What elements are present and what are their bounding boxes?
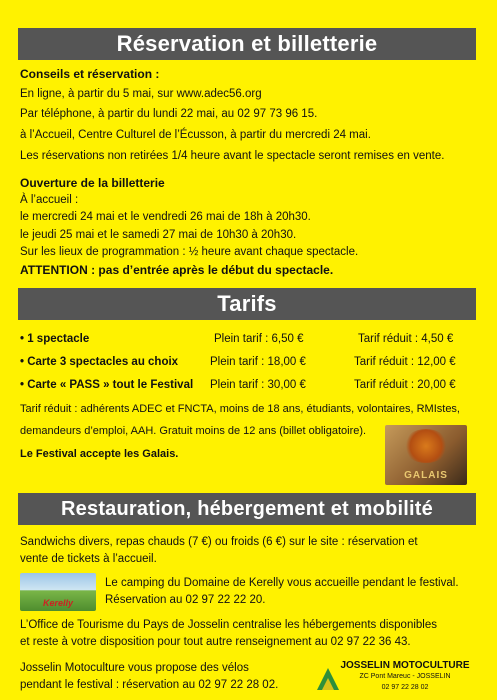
billetterie-line-2: le mercredi 24 mai et le vendredi 26 mai de 18h à 20h30. [20, 211, 311, 223]
tarif-row-2-reduit: Tarif réduit : 12,00 € [354, 356, 456, 368]
sandwich-line-2: vente de tickets à l’accueil. [20, 553, 157, 565]
tree-icon [403, 429, 449, 463]
moto-line-2: pendant le festival : réservation au 02 97 22 28 02. [20, 679, 279, 691]
conseils-line-4: Les réservations non retirées 1/4 heure avant le spectacle seront remises en vente. [20, 150, 445, 162]
conseils-line-3: à l’Accueil, Centre Culturel de l’Écusson, à partir du mercredi 24 mai. [20, 129, 371, 141]
moto-logo [340, 660, 470, 693]
sandwich-line-1: Sandwichs divers, repas chauds (7 €) ou froids (6 €) sur le site : réservation et [20, 536, 418, 548]
tarif-row-1-label: • 1 spectacle [20, 333, 90, 345]
tarif-row-3-reduit: Tarif réduit : 20,00 € [354, 379, 456, 391]
tarif-row-2-plein: Plein tarif : 18,00 € [210, 356, 306, 368]
restauration-banner: Restauration, hébergement et mobilité [18, 493, 476, 525]
moto-line-1: Josselin Motoculture vous propose des vélos [20, 662, 249, 674]
tarif-reduit-line-2: demandeurs d’emploi, AAH. Gratuit moins de 12 ans (billet obligatoire). [20, 425, 367, 437]
tarif-reduit-line-1: Tarif réduit : adhérents ADEC et FNCTA, moins de 18 ans, étudiants, volontaires, RMIstes, [20, 403, 460, 415]
galais-logo-text: GALAIS [404, 470, 448, 481]
billetterie-line-3: le jeudi 25 mai et le samedi 27 mai de 10h30 à 20h30. [20, 229, 297, 241]
moto-logo-name: JOSSELIN MOTOCULTURE [340, 660, 470, 671]
conseils-line-2: Par téléphone, à partir du lundi 22 mai, au 02 97 73 96 15. [20, 108, 318, 120]
conseils-heading: Conseils et réservation : [20, 67, 160, 81]
tarif-row-2-label: • Carte 3 spectacles au choix [20, 356, 179, 368]
galais-note: Le Festival accepte les Galais. [20, 448, 179, 460]
office-line-1: L’Office de Tourisme du Pays de Josselin centralise les hébergements disponibles [20, 619, 438, 631]
tarif-row-1-plein: Plein tarif : 6,50 € [214, 333, 304, 345]
billetterie-line-1: À l’accueil : [20, 194, 79, 206]
tarif-row-1-reduit: Tarif réduit : 4,50 € [358, 333, 454, 345]
camping-logo-text: Kerelly [42, 598, 74, 608]
moto-logo-icon [315, 664, 341, 694]
billetterie-line-4: Sur les lieux de programmation : ½ heure avant chaque spectacle. [20, 246, 359, 258]
attention-note: ATTENTION : pas d’entrée après le début du spectacle. [20, 263, 334, 277]
tarif-row-3-label: • Carte « PASS » tout le Festival [20, 379, 194, 391]
conseils-line-1: En ligne, à partir du 5 mai, sur www.adec56.org [20, 88, 262, 100]
camping-logo [20, 573, 96, 611]
galais-logo [385, 425, 467, 485]
camping-line-2: Réservation au 02 97 22 22 20. [105, 594, 266, 606]
camping-line-1: Le camping du Domaine de Kerelly vous accueille pendant le festival. [105, 577, 459, 589]
tarifs-banner: Tarifs [18, 288, 476, 320]
tarif-row-3-plein: Plein tarif : 30,00 € [210, 379, 306, 391]
moto-logo-phone: 02 97 22 28 02 [381, 684, 429, 691]
office-line-2: et reste à votre disposition pour tout autre renseignement au 02 97 22 36 43. [20, 636, 411, 648]
billetterie-heading: Ouverture de la billetterie [20, 176, 165, 190]
moto-logo-address: ZC Pont Mareuc - JOSSELIN [359, 673, 451, 680]
reservation-banner: Réservation et billetterie [18, 28, 476, 60]
